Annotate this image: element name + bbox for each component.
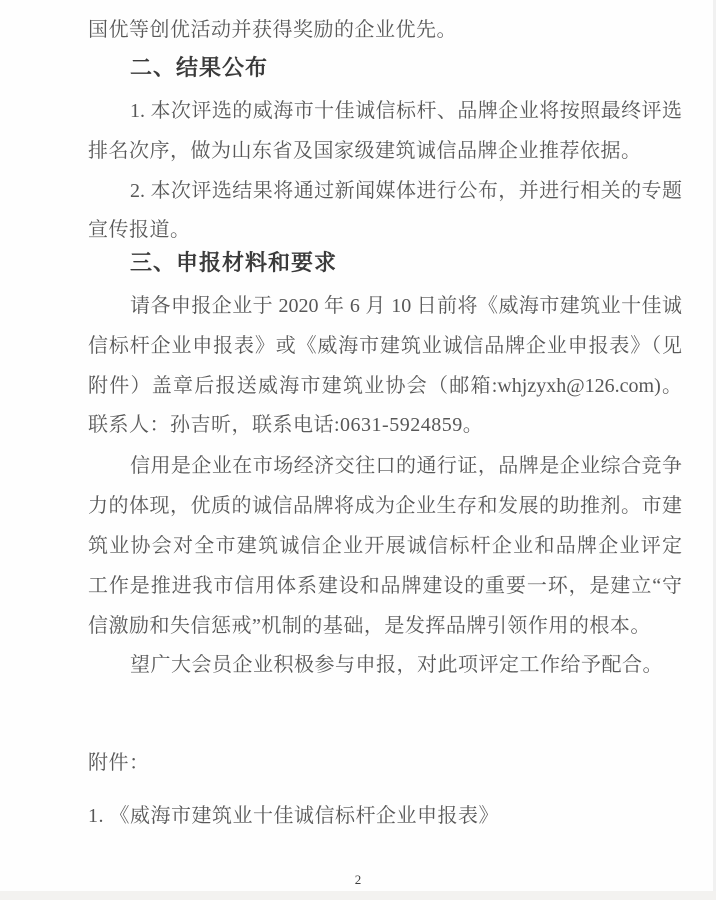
body-line: 附件）盖章后报送威海市建筑业协会（邮箱:whjzyxh@126.com)。 [88,375,682,397]
body-line: 筑业协会对全市建筑诚信企业开展诚信标杆企业和品牌企业评定 [88,535,682,557]
body-line: 1. 本次评选的威海市十佳诚信标杆、品牌企业将按照最终评选 [130,100,682,122]
body-line: 请各申报企业于 2020 年 6 月 10 日前将《威海市建筑业十佳诚 [130,295,682,317]
section-heading: 三、申报材料和要求 [130,250,338,275]
body-line: 联系人：孙吉昕，联系电话:0631-5924859。 [88,414,484,436]
section-heading: 二、结果公布 [130,55,269,80]
body-line: 2. 本次评选结果将通过新闻媒体进行公布，并进行相关的专题 [130,180,682,202]
body-line: 排名次序，做为山东省及国家级建筑诚信品牌企业推荐依据。 [88,140,642,162]
attachment-item: 1. 《威海市建筑业十佳诚信标杆企业申报表》 [88,805,499,827]
body-line: 宣传报道。 [88,219,191,241]
scan-edge-bottom [0,891,716,900]
body-line: 信激励和失信惩戒”机制的基础，是发挥品牌引领作用的根本。 [88,615,651,637]
body-line: 力的体现，优质的诚信品牌将成为企业生存和发展的助推剂。市建 [88,495,682,517]
body-line: 信用是企业在市场经济交往口的通行证，品牌是企业综合竞争 [130,455,682,477]
body-line: 望广大会员企业积极参与申报，对此项评定工作给予配合。 [130,654,663,676]
attachment-label: 附件： [88,752,150,774]
body-line: 国优等创优活动并获得奖励的企业优先。 [88,19,457,41]
body-line: 信标杆企业申报表》或《威海市建筑业诚信品牌企业申报表》（见 [88,335,682,357]
body-line: 工作是推进我市信用体系建设和品牌建设的重要一环，是建立“守 [88,575,682,597]
page-number: 2 [354,872,362,887]
